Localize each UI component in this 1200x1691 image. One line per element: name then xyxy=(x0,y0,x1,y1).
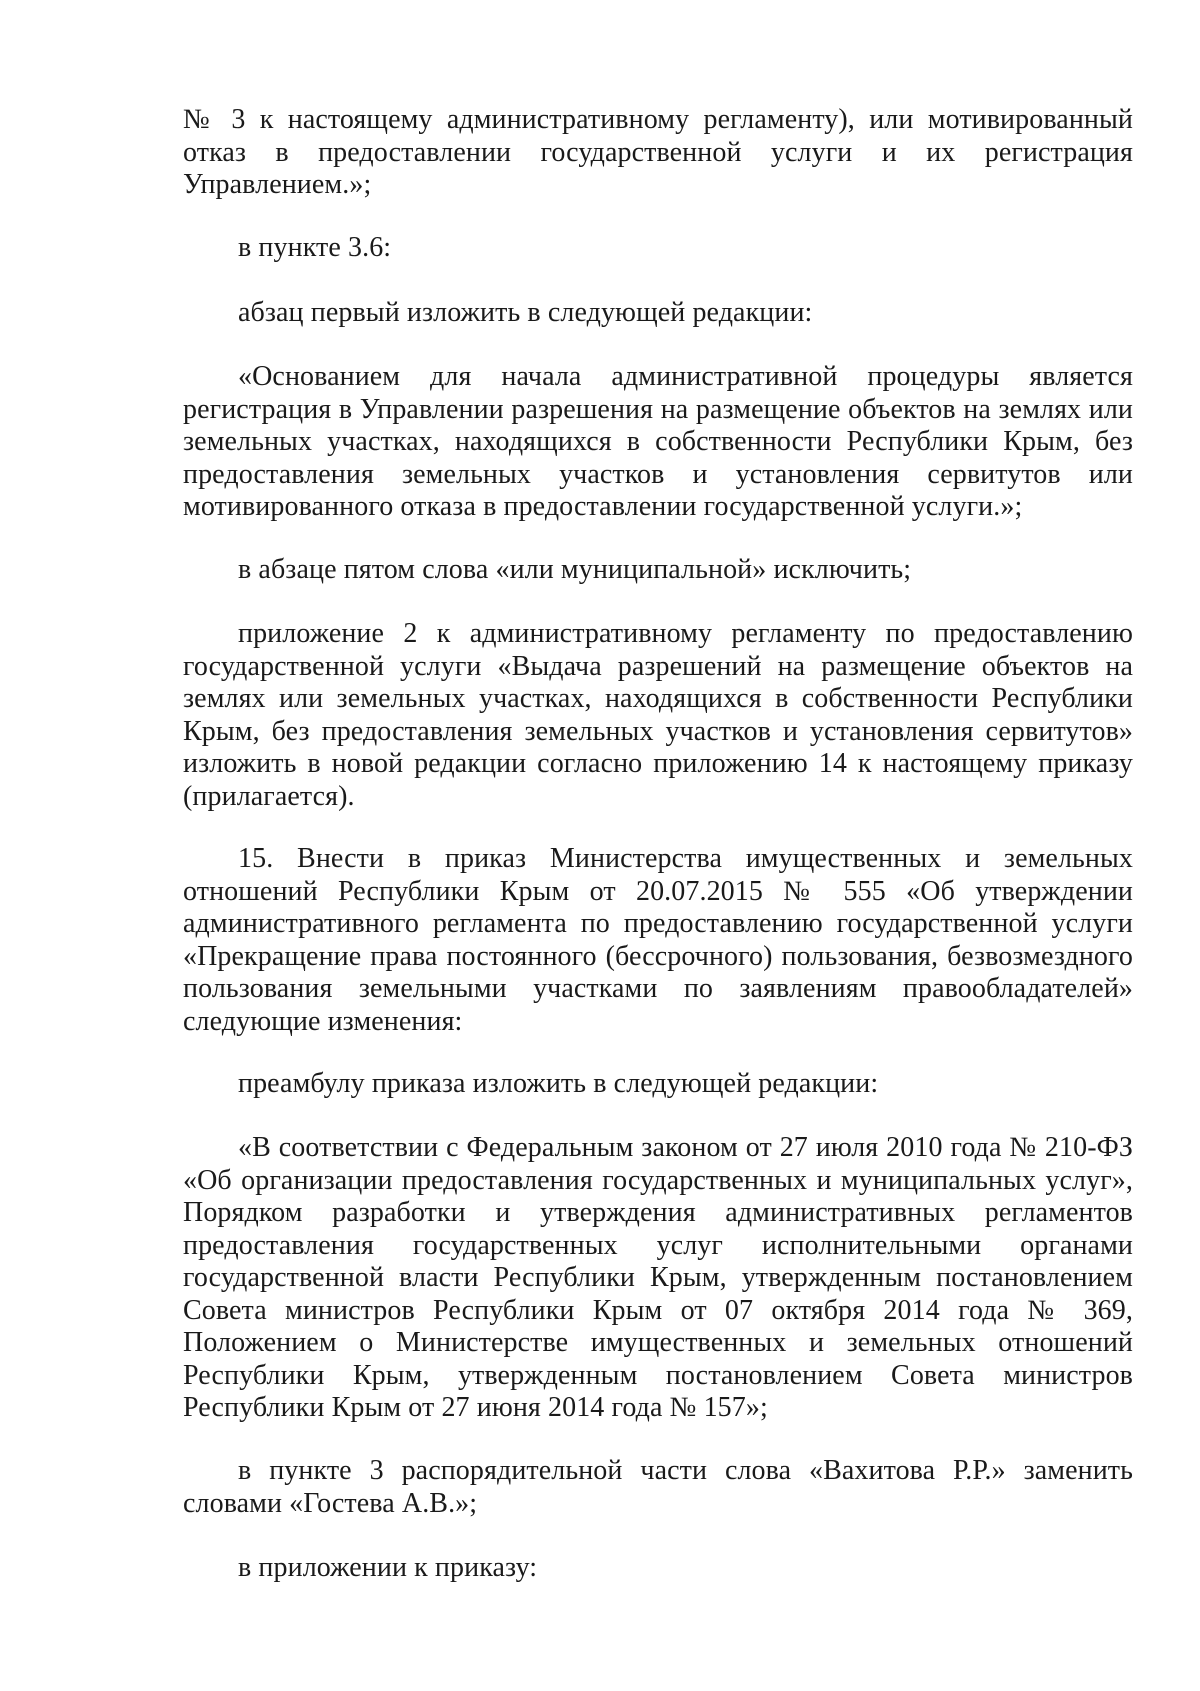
paragraph-quote-basis: «Основанием для начала административной процедуры является регистрация в Управлении разрешения на размещение объектов на землях или земельных участках, находящихся в собственности Республики Крым, без предоставления земельных участков и установления сервитутов или мотивированного отказа в предоставлении государственной услуги.»; xyxy=(183,361,1133,522)
paragraph-appendix-to-order: в приложении к приказу: xyxy=(238,1552,538,1583)
paragraph-clause-3-6: в пункте 3.6: xyxy=(238,232,392,263)
paragraph-appendix-2: приложение 2 к административному регламенту по предоставлению государственной услуги «Выдача разрешений на размещение объектов на землях или земельных участках, находящихся в собственности Республики Крым, без предоставления земельных участков и установления сервитутов» изложить в новой редакции согласно приложению 14 к настоящему приказу (прилагается). xyxy=(183,618,1133,812)
paragraph-clause-3-replace: в пункте 3 распорядительной части слова «Вахитова Р.Р.» заменить словами «Гостева А.В.»; xyxy=(183,1455,1133,1519)
paragraph-quote-federal-law: «В соответствии с Федеральным законом от 27 июля 2010 года № 210-ФЗ «Об организации предоставления государственных и муниципальных услуг», Порядком разработки и утверждения административных регламентов предоставления государственных услуг исполнительными органами государственной власти Республики Крым, утвержденным постановлением Совета министров Республики Крым от 07 октября 2014 года № 369, Положением о Министерстве имущественных и земельных отношений Республики Крым, утвержденным постановлением Совета министров Республики Крым от 27 июня 2014 года № 157»; xyxy=(183,1132,1133,1423)
paragraph-preamble: преамбулу приказа изложить в следующей редакции: xyxy=(238,1068,879,1099)
paragraph-continuation: № 3 к настоящему административному регламенту), или мотивированный отказ в предоставлении государственной услуги и их регистрация Управлением.»; xyxy=(183,104,1133,200)
paragraph-fifth-abzac: в абзаце пятом слова «или муниципальной» исключить; xyxy=(238,554,912,585)
paragraph-first-abzac: абзац первый изложить в следующей редакции: xyxy=(238,297,813,328)
paragraph-item-15: 15. Внести в приказ Министерства имущественных и земельных отношений Республики Крым от 20.07.2015 № 555 «Об утверждении административного регламента по предоставлению государственной услуги «Прекращение права постоянного (бессрочного) пользования, безвозмездного пользования земельными участками по заявлениям правообладателей» следующие изменения: xyxy=(183,843,1133,1037)
